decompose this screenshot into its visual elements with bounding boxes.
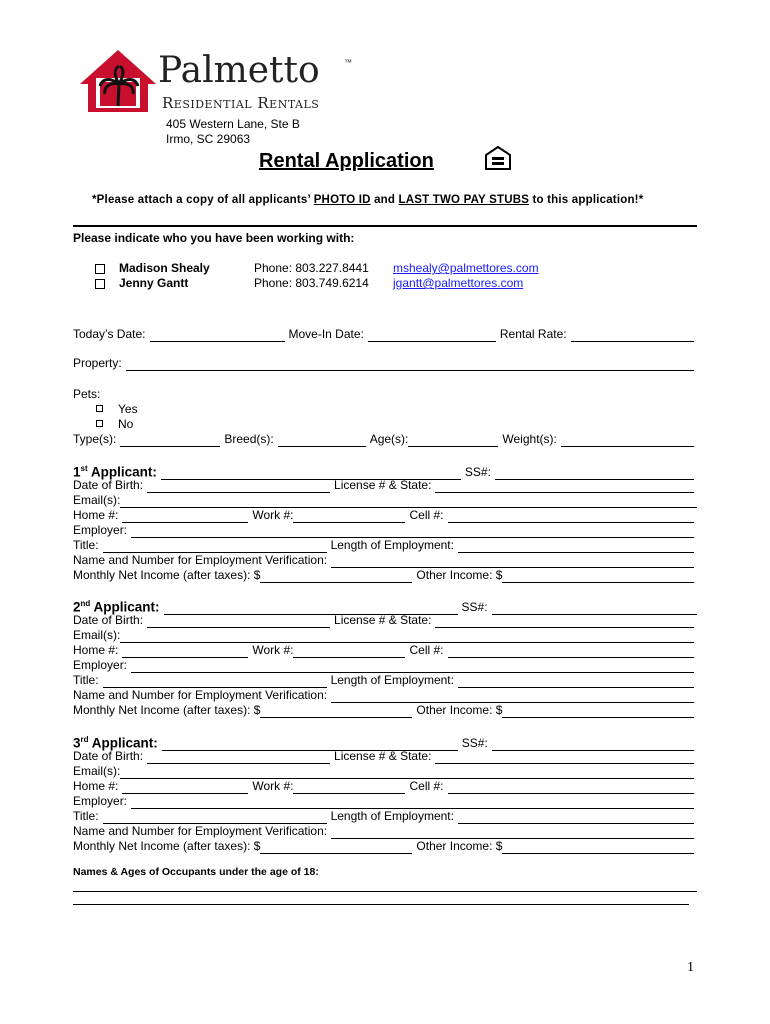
title-length-row xyxy=(73,538,694,553)
attachment-notice xyxy=(92,194,643,206)
job-title-field[interactable] xyxy=(103,675,327,688)
job-title-label: Title: xyxy=(73,673,99,687)
applicant-title: 1st Applicant: xyxy=(73,464,157,480)
dob-label: Date of Birth: xyxy=(73,613,144,627)
length-employment-label: Length of Employment: xyxy=(330,538,454,552)
income-field[interactable] xyxy=(260,570,412,583)
dob-field[interactable] xyxy=(147,751,330,764)
email-row xyxy=(73,628,694,643)
work-phone-field[interactable] xyxy=(293,510,405,523)
dob-license-row xyxy=(73,613,694,628)
pet-ages-field[interactable] xyxy=(408,434,498,447)
notice-suffix: to this application!* xyxy=(532,194,644,206)
ssn-label: SS#: xyxy=(461,599,488,614)
agent-email-link[interactable]: mshealy@palmettores.com xyxy=(393,261,539,275)
verification-field[interactable] xyxy=(331,826,694,839)
other-income-field[interactable] xyxy=(502,570,694,583)
dob-license-row xyxy=(73,478,694,493)
dob-field[interactable] xyxy=(147,615,330,628)
ssn-label: SS#: xyxy=(461,735,488,750)
home-phone-field[interactable] xyxy=(122,645,248,658)
income-row xyxy=(73,703,694,718)
applicant-title: 2nd Applicant: xyxy=(73,599,160,615)
todays-date-label: Today’s Date: xyxy=(73,327,146,341)
verification-label: Name and Number for Employment Verification: xyxy=(73,688,328,702)
income-label: Monthly Net Income (after taxes): $ xyxy=(73,703,261,717)
employer-field[interactable] xyxy=(131,525,694,538)
pet-types-label: Type(s): xyxy=(73,432,117,446)
license-field[interactable] xyxy=(435,480,694,493)
cell-phone-label: Cell #: xyxy=(409,508,444,522)
divider xyxy=(73,225,697,227)
occupants-field-line-1[interactable] xyxy=(73,891,697,892)
employer-row xyxy=(73,658,694,673)
work-phone-field[interactable] xyxy=(293,781,405,794)
agent-prompt: Please indicate who you have been working with: xyxy=(73,231,355,245)
license-field[interactable] xyxy=(435,751,694,764)
brand-subtitle: Residential Rentals xyxy=(162,94,320,112)
pets-no-label: No xyxy=(118,417,134,431)
pet-ages-label: Age(s): xyxy=(369,432,409,446)
phone-row xyxy=(73,779,694,794)
agent-phone: Phone: 803.227.8441 xyxy=(254,261,369,275)
notice-prefix: *Please attach a copy of all applicants’ xyxy=(92,194,311,206)
license-label: License # & State: xyxy=(334,478,432,492)
employer-label: Employer: xyxy=(73,658,128,672)
move-in-date-field[interactable] xyxy=(368,329,496,342)
email-row xyxy=(73,493,697,508)
home-phone-field[interactable] xyxy=(122,781,248,794)
agent-name: Madison Shealy xyxy=(119,261,210,275)
phone-row xyxy=(73,508,694,523)
title-length-row xyxy=(73,673,694,688)
pet-details-row xyxy=(73,432,694,447)
agent-phone: Phone: 803.749.6214 xyxy=(254,276,369,290)
license-field[interactable] xyxy=(435,615,694,628)
other-income-label: Other Income: $ xyxy=(416,839,503,853)
page-number: 1 xyxy=(687,960,694,975)
brand-trademark: ™ xyxy=(344,58,352,67)
ssn-label: SS#: xyxy=(464,464,491,479)
other-income-label: Other Income: $ xyxy=(416,568,503,582)
employer-label: Employer: xyxy=(73,523,128,537)
job-title-label: Title: xyxy=(73,809,99,823)
agent-email-link[interactable]: jgantt@palmettores.com xyxy=(393,276,524,290)
income-row xyxy=(73,839,694,854)
address-line-2: Irmo, SC 29063 xyxy=(166,132,251,146)
work-phone-label: Work #: xyxy=(252,779,294,793)
employer-field[interactable] xyxy=(131,660,694,673)
length-employment-field[interactable] xyxy=(458,675,694,688)
employer-row xyxy=(73,794,694,809)
rental-rate-field[interactable] xyxy=(571,329,694,342)
brand-name: Palmetto xyxy=(158,50,320,91)
pet-breeds-label: Breed(s): xyxy=(224,432,274,446)
license-label: License # & State: xyxy=(334,613,432,627)
pet-types-field[interactable] xyxy=(120,434,220,447)
income-label: Monthly Net Income (after taxes): $ xyxy=(73,568,261,582)
verification-label: Name and Number for Employment Verification: xyxy=(73,824,328,838)
applicant-header-row xyxy=(73,596,697,615)
cell-phone-label: Cell #: xyxy=(409,643,444,657)
agent-name: Jenny Gantt xyxy=(119,276,189,290)
verification-row xyxy=(73,553,694,568)
equal-housing-icon xyxy=(485,146,511,170)
property-label: Property: xyxy=(73,356,122,370)
length-employment-label: Length of Employment: xyxy=(330,809,454,823)
job-title-label: Title: xyxy=(73,538,99,552)
license-label: License # & State: xyxy=(334,749,432,763)
move-in-date-label: Move-In Date: xyxy=(288,327,364,341)
verification-field[interactable] xyxy=(331,555,694,568)
verification-row xyxy=(73,824,694,839)
agent-checkbox[interactable] xyxy=(95,279,105,289)
cell-phone-field[interactable] xyxy=(448,645,695,658)
income-label: Monthly Net Income (after taxes): $ xyxy=(73,839,261,853)
dates-row xyxy=(73,327,694,342)
property-row xyxy=(73,356,694,371)
pet-weights-field[interactable] xyxy=(561,434,694,447)
home-phone-label: Home #: xyxy=(73,643,119,657)
emails-field[interactable] xyxy=(120,495,697,508)
notice-and: and xyxy=(374,194,396,206)
address-line-1: 405 Western Lane, Ste B xyxy=(166,117,300,131)
home-phone-label: Home #: xyxy=(73,779,119,793)
length-employment-field[interactable] xyxy=(458,540,694,553)
home-phone-field[interactable] xyxy=(122,510,248,523)
emails-label: Email(s): xyxy=(73,628,121,642)
pet-breeds-field[interactable] xyxy=(278,434,366,447)
phone-row xyxy=(73,643,694,658)
length-employment-field[interactable] xyxy=(458,811,694,824)
job-title-field[interactable] xyxy=(103,811,327,824)
other-income-field[interactable] xyxy=(502,841,694,854)
pets-label: Pets: xyxy=(73,387,101,401)
work-phone-label: Work #: xyxy=(252,643,294,657)
notice-photo-id: PHOTO ID xyxy=(313,194,371,206)
notice-pay-stubs: LAST TWO PAY STUBS xyxy=(398,194,530,206)
page-title: Rental Application xyxy=(259,150,434,172)
dob-field[interactable] xyxy=(147,480,330,493)
applicant-title: 3rd Applicant: xyxy=(73,735,158,751)
pet-weights-label: Weight(s): xyxy=(502,432,557,446)
income-field[interactable] xyxy=(260,841,412,854)
property-field[interactable] xyxy=(126,358,694,371)
dob-label: Date of Birth: xyxy=(73,478,144,492)
cell-phone-label: Cell #: xyxy=(409,779,444,793)
agent-row xyxy=(95,276,695,291)
agent-row xyxy=(95,261,695,276)
dob-license-row xyxy=(73,749,694,764)
title-length-row xyxy=(73,809,694,824)
verification-field[interactable] xyxy=(331,690,694,703)
pets-yes-label: Yes xyxy=(118,402,138,416)
company-logo xyxy=(78,48,358,114)
verification-label: Name and Number for Employment Verification: xyxy=(73,553,328,567)
cell-phone-field[interactable] xyxy=(448,781,695,794)
job-title-field[interactable] xyxy=(103,540,327,553)
occupants-field-line-2[interactable] xyxy=(73,904,689,905)
length-employment-label: Length of Employment: xyxy=(330,673,454,687)
todays-date-field[interactable] xyxy=(150,329,285,342)
applicant-header-row xyxy=(73,461,694,480)
pets-no-checkbox[interactable] xyxy=(96,420,103,427)
emails-label: Email(s): xyxy=(73,764,121,778)
pets-yes-checkbox[interactable] xyxy=(96,405,103,412)
email-row xyxy=(73,764,694,779)
dob-label: Date of Birth: xyxy=(73,749,144,763)
emails-field[interactable] xyxy=(120,766,694,779)
occupants-label: Names & Ages of Occupants under the age of 18: xyxy=(73,866,319,878)
employer-label: Employer: xyxy=(73,794,128,808)
emails-field[interactable] xyxy=(120,630,694,643)
employer-field[interactable] xyxy=(131,796,694,809)
work-phone-label: Work #: xyxy=(252,508,294,522)
work-phone-field[interactable] xyxy=(293,645,405,658)
emails-label: Email(s): xyxy=(73,493,121,507)
logo-house-palm-icon xyxy=(78,48,158,114)
employer-row xyxy=(73,523,694,538)
agent-checkbox[interactable] xyxy=(95,264,105,274)
home-phone-label: Home #: xyxy=(73,508,119,522)
verification-row xyxy=(73,688,694,703)
income-field[interactable] xyxy=(260,705,412,718)
cell-phone-field[interactable] xyxy=(448,510,695,523)
other-income-field[interactable] xyxy=(502,705,694,718)
applicant-header-row xyxy=(73,732,694,751)
rental-rate-label: Rental Rate: xyxy=(499,327,567,341)
other-income-label: Other Income: $ xyxy=(416,703,503,717)
income-row xyxy=(73,568,694,583)
